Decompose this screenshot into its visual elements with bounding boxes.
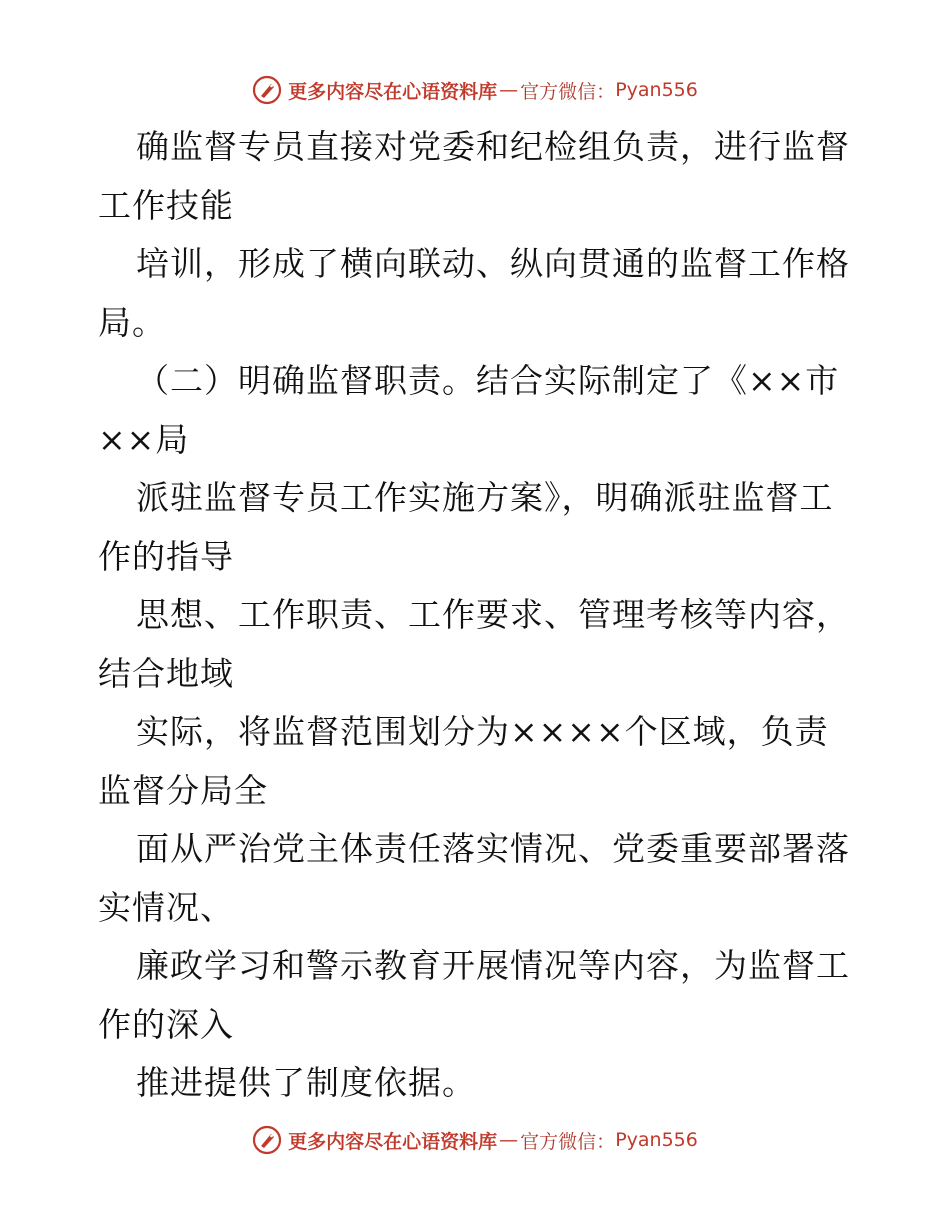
text-line: 推进提供了制度依据。 [136, 1063, 476, 1102]
text-line: 局。 [98, 302, 166, 342]
banner-site-name: 更多内容尽在心语资料库 [288, 80, 498, 103]
banner-separator: — [499, 1129, 519, 1151]
pen-nib-logo-icon [252, 75, 282, 105]
text-line: 思想、工作职责、工作要求、管理考核等内容， [136, 595, 850, 634]
banner-separator: — [499, 79, 519, 101]
text-line: 实际，将监督范围划分为××××个区域，负责 [136, 712, 829, 751]
text-line: 面从严治党主体责任落实情况、党委重要部署落 [136, 829, 850, 868]
text-line: 作的指导 [98, 536, 234, 576]
banner-wechat-id: Pyan556 [615, 79, 698, 101]
text-line: 实情况、 [98, 887, 234, 927]
banner-wechat-id: Pyan556 [615, 1129, 698, 1151]
banner-wechat-label: 官方微信： [520, 1130, 616, 1153]
banner-site-name: 更多内容尽在心语资料库 [288, 1130, 498, 1153]
pen-nib-logo-icon [252, 1125, 282, 1155]
banner-wechat-label: 官方微信： [520, 80, 616, 103]
document-body [98, 118, 858, 1113]
text-line: 确监督专员直接对党委和纪检组负责，进行监督 [136, 127, 850, 166]
text-line: 工作技能 [98, 185, 234, 225]
text-line: 结合地域 [98, 653, 234, 693]
text-line: 监督分局全 [98, 770, 268, 810]
text-line: 培训，形成了横向联动、纵向贯通的监督工作格 [136, 244, 850, 283]
section-heading-line: （二）明确监督职责。结合实际制定了《××市 [136, 361, 840, 400]
text-line: 派驻监督专员工作实施方案》，明确派驻监督工 [136, 478, 834, 517]
header-banner [0, 70, 950, 110]
footer-banner [0, 1120, 950, 1160]
text-line: 廉政学习和警示教育开展情况等内容，为监督工 [136, 946, 850, 985]
text-line: 作的深入 [98, 1004, 234, 1044]
text-line: ××局 [98, 419, 190, 459]
